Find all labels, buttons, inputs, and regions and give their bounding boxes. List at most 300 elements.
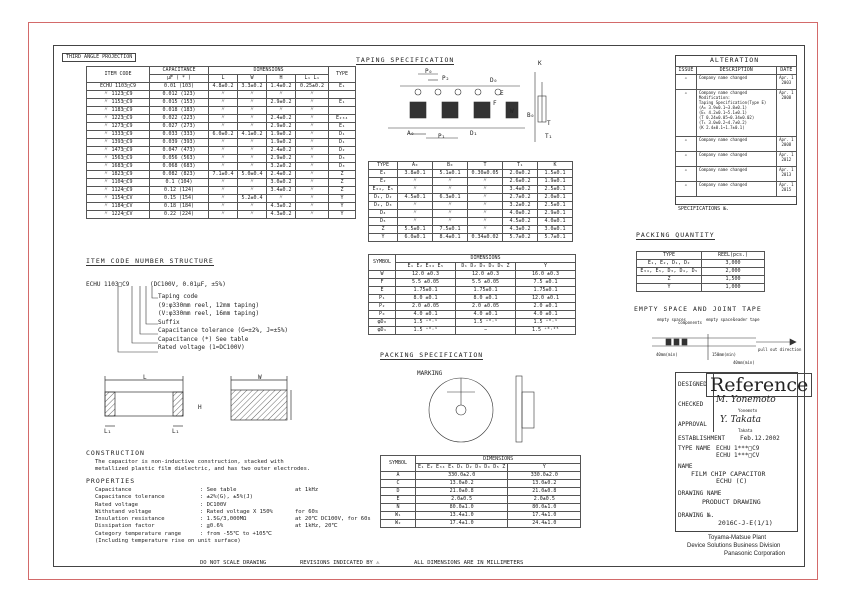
packing-quantity-table (636, 251, 765, 292)
item-cell: 〃 (238, 163, 267, 171)
alteration-header: DATE (776, 67, 796, 75)
item-cell: 〃 1104□C9 (87, 179, 150, 187)
tape-label-d1: D₁ (470, 130, 478, 137)
item-cell: 0.012 (123) (150, 91, 209, 99)
item-row (87, 179, 356, 187)
pack-dim-cell: 24.4±1.0 (508, 520, 581, 528)
item-cell: 0.068 (683) (150, 163, 209, 171)
item-row (87, 155, 356, 163)
construction-text-2: metallized plastic film dielectric, and has two outer electrodes. (95, 466, 311, 472)
pack-dim-cell: 330.0±2.0 (416, 472, 508, 480)
item-cell: 〃 (209, 187, 238, 195)
pack-dim-row (381, 512, 581, 520)
pack-dim-row (381, 480, 581, 488)
item-cell: 〃 (267, 107, 296, 115)
pack-dim-cell: 13.4±1.0 (416, 512, 508, 520)
property-condition: at 1kHz (295, 487, 319, 493)
item-cell: 〃 (209, 211, 238, 219)
tape-dim-cell: φD₀ (369, 319, 396, 327)
joint-label-min-3: 40mm(min) (733, 360, 755, 365)
tape-dim-cell: E (369, 287, 396, 295)
joint-label-pull-out: pull out direction (758, 347, 802, 352)
drawing-no-label: DRAWING №. (678, 512, 715, 519)
alteration-cell: Apr. 1 2008 (776, 137, 796, 152)
item-row (87, 171, 356, 179)
tape-type-cell: 2.6±0.2 (503, 178, 538, 186)
tape-type-header: T (468, 162, 503, 170)
tape-dim-row (369, 319, 576, 327)
item-cell: 〃 1393□C9 (87, 139, 150, 147)
item-cell: 1.9±0.2 (267, 131, 296, 139)
item-cell: D₂ (329, 147, 356, 155)
tape-type-header: T₁ (503, 162, 538, 170)
property-row (95, 538, 371, 545)
property-value: : DC100V (200, 501, 227, 508)
property-name: Capacitance (95, 487, 132, 493)
tape-type-cell: 1.5±0.1 (538, 170, 573, 178)
tape-type-cell: 0.34±0.02 (468, 234, 503, 242)
property-name: Rated voltage (95, 501, 139, 508)
item-cell: 〃 (209, 203, 238, 211)
item-cell: 〃 (296, 115, 329, 123)
alteration-cell: Company name changed (696, 167, 776, 182)
tape-label-p1: P₁ (438, 133, 446, 140)
tape-label-t: T (547, 120, 551, 127)
item-code-header: ITEM CODE (87, 67, 150, 83)
item-cell: 〃 1683□C9 (87, 163, 150, 171)
alteration-cell: Apr. 1 2013 (776, 167, 796, 182)
item-cell: 〃 (209, 139, 238, 147)
tape-dim-subheader: D₁ D₂ D₃ D₄ D₅ Z (456, 263, 516, 271)
property-condition: at 20℃ DC100V, for 60s (295, 516, 371, 523)
item-cell: 〃 (238, 115, 267, 123)
pack-dim-cell: 2.0±0.5 (508, 496, 581, 504)
item-cell: 〃 1273□C9 (87, 123, 150, 131)
item-cell: 4.3±0.2 (267, 203, 296, 211)
pack-dim-subheader: Y (508, 464, 581, 472)
l-header: L (209, 75, 238, 83)
tape-dim-cell: 2.0 ±0.05 (456, 303, 516, 311)
item-row (87, 195, 356, 203)
tape-dim-cell: 4.0 ±0.1 (396, 311, 456, 319)
property-name: Category temperature range (95, 530, 182, 537)
tape-type-cell: 4.5±0.1 (398, 194, 433, 202)
taping-type-table (368, 161, 573, 242)
property-condition: for 60s (295, 508, 319, 515)
item-cell: D₁ (329, 131, 356, 139)
tape-dim-cell: W (369, 271, 396, 279)
alteration-cell: ⚠ (676, 152, 697, 167)
alteration-row (676, 152, 797, 167)
item-cell: 0.022 (223) (150, 115, 209, 123)
alteration-cell: ⚠ (676, 75, 697, 90)
qty-row (637, 268, 765, 276)
tape-type-cell: 4.0±0.1 (538, 218, 573, 226)
item-cell: 0.12 (124) (150, 187, 209, 195)
dim-label-l: L (143, 374, 147, 381)
item-cell: 0.01 (103) (150, 83, 209, 91)
tape-dim-cell: 1.75±0.1 (396, 287, 456, 295)
item-cell: D₁ (329, 139, 356, 147)
item-cell: 5.2±0.4 (238, 195, 267, 203)
tape-type-row (369, 202, 573, 210)
item-cell: 〃 (296, 203, 329, 211)
item-cell: 〃 (238, 107, 267, 115)
tape-drawing (370, 62, 560, 150)
pack-dim-cell: 17.4±1.0 (508, 512, 581, 520)
item-cell: 〃 1333□C9 (87, 131, 150, 139)
qty-cell: 3,000 (702, 260, 765, 268)
item-row (87, 163, 356, 171)
qty-cell: Y (637, 284, 702, 292)
item-cell: 〃 (209, 99, 238, 107)
tape-type-cell: 2.5±0.1 (538, 202, 573, 210)
property-row (95, 487, 371, 494)
item-cell: E₂₃₄ (329, 115, 356, 123)
packing-dimension-table (380, 455, 581, 528)
checked-signature: M. Yonemoto (716, 395, 776, 405)
qty-cell: E₁, E₂, D₁, D₂ (637, 260, 702, 268)
item-cell: 2.4±0.2 (267, 115, 296, 123)
name-label: NAME (678, 463, 693, 470)
tape-type-cell: 2.0±0.2 (503, 170, 538, 178)
item-cell: 0.082 (823) (150, 171, 209, 179)
tape-type-cell: D₂, D₃ (369, 202, 398, 210)
item-cell: 2.9±0.2 (267, 155, 296, 163)
tape-type-header: K (538, 162, 573, 170)
item-cell: 2.4±0.2 (267, 171, 296, 179)
tape-dim-cell: 1.5 ⁺⁰·²⁵ (516, 327, 576, 335)
company-line-3: Panasonic Corporation (724, 551, 786, 557)
pack-dim-cell: W₂ (381, 520, 416, 528)
item-cell: 〃 (296, 123, 329, 131)
tape-type-cell: Y (369, 234, 398, 242)
reel-marking-label: MARKING (417, 370, 443, 377)
tape-dim-cell: 12.0 ±0.3 (396, 271, 456, 279)
footer-millimeters: ALL DIMENSIONS ARE IN MILLIMETERS (414, 560, 524, 566)
spec-no-label: SPECIFICATIONS №. (678, 206, 730, 212)
alteration-cell: ⚠ (676, 182, 697, 197)
item-cell: D₃ (329, 163, 356, 171)
tape-label-e: E (500, 90, 504, 97)
projection-label: THIRD ANGLE PROJECTION (62, 53, 136, 62)
tape-dim-cell: 16.0 ±0.3 (516, 271, 576, 279)
item-row (87, 203, 356, 211)
item-cell: 〃 (296, 211, 329, 219)
joint-label-empty-2: empty spaces (706, 317, 735, 322)
item-row (87, 131, 356, 139)
approval-signature: Y. Takata (720, 415, 761, 425)
pack-dim-row (381, 472, 581, 480)
alteration-cell: Company name changed (696, 182, 776, 197)
tape-type-row (369, 186, 573, 194)
alteration-row (676, 167, 797, 182)
item-cell: Y (329, 203, 356, 211)
alteration-row (676, 90, 797, 137)
item-cell: 〃 (238, 91, 267, 99)
item-cell: 〃 (238, 203, 267, 211)
item-row (87, 107, 356, 115)
item-structure-line: Rated voltage (1=DC100V) (158, 344, 245, 351)
item-cell: 〃 (296, 147, 329, 155)
item-row (87, 83, 356, 91)
type-name-label: TYPE NAME (678, 445, 711, 452)
alteration-cell: Company name changed (696, 152, 776, 167)
properties-title: PROPERTIES (86, 477, 136, 485)
item-cell: 〃 (238, 187, 267, 195)
pack-dim-cell: W₁ (381, 512, 416, 520)
w-header: W (238, 75, 267, 83)
property-name: Insulation resistance (95, 516, 165, 523)
tape-type-cell: 〃 (468, 226, 503, 234)
tape-dim-cell: 12.0 ±0.3 (456, 271, 516, 279)
joint-label-leader: leader tape (733, 317, 760, 322)
dim-label-w: W (258, 374, 262, 381)
tape-type-cell: D₄ (369, 210, 398, 218)
item-cell: 〃 (267, 91, 296, 99)
alteration-cell: Apr. 1 2015 (776, 182, 796, 197)
qty-header: REEL(pcs.) (702, 252, 765, 260)
item-cell: 〃 (238, 155, 267, 163)
pack-dim-cell: 13.0±0.2 (508, 480, 581, 488)
tape-dim-row (369, 327, 576, 335)
tape-type-cell: Z (369, 226, 398, 234)
item-row (87, 115, 356, 123)
dim-label-l1-left: L₁ (104, 428, 112, 435)
item-cell: 〃 1154□CV (87, 195, 150, 203)
item-cell: 2.9±0.2 (267, 123, 296, 131)
tape-label-b0: B₀ (527, 112, 535, 119)
joint-label-min-1: 40mm(min) (656, 352, 678, 357)
item-cell: 〃 1563□C9 (87, 155, 150, 163)
empty-space-title: EMPTY SPACE AND JOINT TAPE (634, 305, 762, 313)
alteration-row (676, 75, 797, 90)
tape-type-cell: 〃 (398, 178, 433, 186)
tape-label-k: K (538, 60, 542, 67)
approval-label: APPROVAL (678, 421, 707, 428)
tape-dim-cell: 2.0 ±0.05 (396, 303, 456, 311)
qty-cell: 1,000 (702, 284, 765, 292)
item-structure-line: Suffix (158, 318, 180, 326)
item-cell: 0.033 (333) (150, 131, 209, 139)
tape-symbol-header: SYMBOL (369, 255, 396, 271)
item-structure-line: Capacitance (*) See table (158, 335, 249, 343)
tape-type-row (369, 210, 573, 218)
item-cell: 0.018 (183) (150, 107, 209, 115)
tape-type-cell: 〃 (398, 210, 433, 218)
drawing-no: 2016C-J-E(1/1) (718, 519, 773, 527)
item-cell: 4.8±0.2 (209, 83, 238, 91)
tape-dim-cell: 1.5 ⁺⁰·¹ (396, 319, 456, 327)
tape-type-cell: 5.7±0.1 (538, 234, 573, 242)
property-name: (Including temperature rise on unit surface) (95, 538, 241, 545)
tape-label-a0: A₀ (407, 130, 415, 137)
item-cell: 5.0±0.4 (238, 171, 267, 179)
tape-type-header: TYPE (369, 162, 398, 170)
property-name: Withstand voltage (95, 508, 152, 515)
property-value: : from -55℃ to +105℃ (200, 530, 272, 537)
tape-type-row (369, 170, 573, 178)
properties-list (95, 487, 371, 545)
alteration-cell: ⚠ (676, 90, 697, 137)
property-value (200, 538, 295, 545)
tape-dimensions-header: DIMENSIONS (396, 255, 576, 263)
l1-header: L₁ L₁ (296, 75, 329, 83)
item-structure-line: (V:φ330mm reel, 16mm taping) (158, 310, 260, 317)
pack-dim-cell: 21.0±0.8 (508, 488, 581, 496)
name-1: FILM CHIP CAPACITOR (691, 470, 766, 478)
pack-dim-cell: 80.0±1.0 (416, 504, 508, 512)
tape-dim-cell: 12.0 ±0.1 (516, 295, 576, 303)
tape-label-w: W (510, 108, 514, 115)
alteration-cell: Company name changed (696, 137, 776, 152)
tape-type-row (369, 226, 573, 234)
tape-type-cell: 8.4±0.1 (433, 234, 468, 242)
pack-dim-cell: D (381, 488, 416, 496)
item-row (87, 147, 356, 155)
tape-type-cell: 〃 (433, 186, 468, 194)
property-name: Dissipation factor (95, 523, 155, 530)
tape-type-cell: 〃 (468, 178, 503, 186)
tape-type-cell: 〃 (468, 186, 503, 194)
property-value: : ±2%(G), ±5%(J) (200, 494, 253, 501)
pack-dim-cell: 21.0±0.8 (416, 488, 508, 496)
item-cell: 〃 (296, 179, 329, 187)
qty-row (637, 260, 765, 268)
property-condition: at 1kHz, 20℃ (295, 523, 338, 530)
tape-dim-cell: 4.0 ±0.1 (456, 311, 516, 319)
tape-dim-cell: 5.5 ±0.05 (456, 279, 516, 287)
item-cell: 0.15 (154) (150, 195, 209, 203)
qty-row (637, 276, 765, 284)
alteration-header: DESCRIPTION (696, 67, 776, 75)
alteration-table (675, 66, 797, 197)
tape-type-cell: 2.0±0.1 (538, 194, 573, 202)
alteration-cell: ⚠ (676, 137, 697, 152)
qty-row (637, 284, 765, 292)
tape-type-cell: E₂ (369, 178, 398, 186)
tape-type-cell: E₁ (369, 170, 398, 178)
item-structure-leader-lines (100, 286, 160, 358)
item-cell: 〃 (209, 195, 238, 203)
pack-dim-cell: 13.0±0.2 (416, 480, 508, 488)
tape-type-cell: 6.0±0.1 (398, 234, 433, 242)
tape-dim-cell: 5.5 ±0.05 (396, 279, 456, 287)
item-cell: 2.9±0.2 (267, 99, 296, 107)
alteration-cell: Company name changed (696, 75, 776, 90)
tape-type-cell: 4.5±0.2 (503, 218, 538, 226)
alteration-title: ALTERATION (710, 56, 760, 64)
taping-dimension-table (368, 254, 576, 335)
dim-label-h: H (198, 404, 202, 411)
item-cell: Y (329, 211, 356, 219)
property-value: : Rated voltage X 150% (200, 508, 273, 515)
reel-drawing (405, 372, 555, 444)
item-row (87, 123, 356, 131)
footer-revisions: REVISIONS INDICATED BY ⚠ (300, 560, 380, 566)
item-structure-list (158, 293, 288, 353)
tape-type-cell: 〃 (468, 218, 503, 226)
cap-unit-header: µF ( * ) (150, 75, 209, 83)
item-cell: 〃 1823□C9 (87, 171, 150, 179)
tape-type-cell: 4.3±0.2 (503, 226, 538, 234)
tape-type-cell: 〃 (433, 202, 468, 210)
item-cell: 0.1 (104) (150, 179, 209, 187)
property-row (95, 523, 371, 530)
tape-type-cell: 3.8±0.1 (398, 170, 433, 178)
item-cell: 〃 (238, 147, 267, 155)
item-cell: 〃 (238, 99, 267, 107)
item-cell: 〃 (238, 179, 267, 187)
item-cell: 0.015 (153) (150, 99, 209, 107)
item-cell: 0.056 (563) (150, 155, 209, 163)
item-cell: Z (329, 187, 356, 195)
item-cell: E₁ (329, 123, 356, 131)
tape-dim-cell: 2.0 ±0.1 (516, 303, 576, 311)
tape-type-cell: 〃 (468, 194, 503, 202)
tape-type-row (369, 194, 573, 202)
tape-dim-cell: − (456, 327, 516, 335)
tape-type-header: B₀ (433, 162, 468, 170)
item-cell: 0.027 (273) (150, 123, 209, 131)
dim-label-l1-right: L₁ (172, 428, 180, 435)
item-cell: 〃 (209, 91, 238, 99)
property-row (95, 509, 371, 516)
item-cell: 〃 (238, 123, 267, 131)
item-cell: 〃 1124□C9 (87, 187, 150, 195)
item-cell: 〃 (209, 155, 238, 163)
tape-dim-cell: 1.5 ⁺⁰·¹ (516, 319, 576, 327)
item-cell: Z (329, 179, 356, 187)
tape-dim-subheader: E₁ E₂ E₃₄ E₅ (396, 263, 456, 271)
alteration-header: ISSUE (676, 67, 697, 75)
qty-cell: 1,500 (702, 276, 765, 284)
tape-type-cell: 〃 (468, 210, 503, 218)
alteration-row (676, 137, 797, 152)
item-cell: 〃 (296, 131, 329, 139)
dimensions-header: DIMENSIONS (209, 67, 329, 75)
item-structure-line: Taping code (158, 293, 198, 300)
tape-dim-cell: 7.5 ±0.1 (516, 279, 576, 287)
capacitance-header: CAPACITANCE (150, 67, 209, 75)
item-structure-line: Capacitance tolerance (G=±2%, J=±5%) (158, 327, 289, 334)
item-cell: 4.1±0.2 (238, 131, 267, 139)
tape-dim-cell: P₁ (369, 295, 396, 303)
construction-text-1: The capacitor is non-inductive construction, stacked with (95, 459, 284, 465)
pack-dim-subheader: E₁ E₂ E₃₄ E₅ D₁ D₂ D₃ D₄ D₅ Z (416, 464, 508, 472)
item-cell: 0.22 (224) (150, 211, 209, 219)
item-row (87, 211, 356, 219)
tape-label-t1: T₁ (545, 133, 553, 140)
item-structure-example: ECHU 1103□C9 (86, 281, 130, 288)
type-name-2: ECHU 1***□CV (716, 452, 760, 459)
item-cell: 〃 (209, 107, 238, 115)
pack-dim-cell: 2.0±0.5 (416, 496, 508, 504)
tape-type-cell: E₃₄, E₅ (369, 186, 398, 194)
alteration-cell: Apr. 1 2012 (776, 152, 796, 167)
property-value: : ≦0.6% (200, 523, 224, 530)
item-cell: Y (329, 195, 356, 203)
tape-type-cell: 2.7±0.2 (503, 194, 538, 202)
tape-type-cell: 5.7±0.2 (503, 234, 538, 242)
tape-type-cell: 〃 (398, 218, 433, 226)
item-cell (329, 107, 356, 115)
tape-type-cell: 3.4±0.2 (503, 186, 538, 194)
item-cell: 4.3±0.2 (267, 211, 296, 219)
item-cell: 3.0±0.2 (267, 179, 296, 187)
item-row (87, 91, 356, 99)
item-cell: 2.4±0.2 (267, 147, 296, 155)
